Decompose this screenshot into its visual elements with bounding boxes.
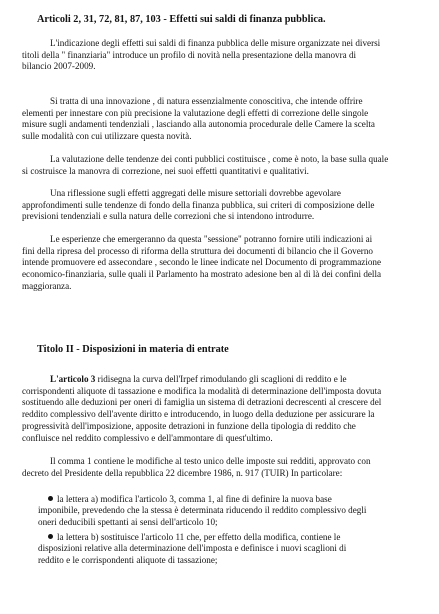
text-line: misure sugli andamenti tendenziali , lasciando alla autonomia procedurale delle Camere la scelta — [22, 119, 375, 130]
paragraph-1 — [22, 38, 427, 73]
text-line — [38, 494, 428, 505]
bullet-icon — [48, 496, 53, 501]
text-line: L'indicazione degli effetti sui saldi di finanza pubblica delle misure organizzate nei diversi — [50, 38, 381, 48]
text-line: fini della ripresa del processo di riforma della struttura dei documenti di bilancio che il Governo — [22, 245, 373, 256]
text-line: maggioranza. — [22, 280, 72, 291]
paragraph-4 — [22, 188, 427, 223]
text-line: sostituendo alle deduzioni per oneri di famiglia un sistema di detrazioni decrescenti al crescere del — [22, 397, 382, 408]
text-line: elementi per innestare con più precisione la valutazione degli effetti di correzione delle singole — [22, 107, 369, 118]
text-line: intende promuovere ed assecondare , secondo le linee indicate nel Documento di programmazione — [22, 257, 382, 268]
paragraph-5 — [22, 234, 427, 293]
text-line: si costruisce la manovra di correzione, nei suoi effetti quantitativi e qualitativi. — [22, 165, 309, 176]
bullet-icon — [48, 534, 53, 539]
paragraph-3 — [22, 154, 427, 177]
text-line: Una riflessione sugli effetti aggregati delle misure settoriali dovrebbe agevolare — [50, 188, 341, 198]
text-line: titoli della " finanziaria" introduce un profilo di novità nella presentazione della manovra di — [22, 49, 357, 60]
text-fragment: ridisegna la curva dell'Irpef rimodulando gli scaglioni di reddito e le — [95, 374, 347, 384]
paragraph-comma-1 — [22, 456, 427, 479]
section-heading-effetti-saldi: Articoli 2, 31, 72, 81, 87, 103 - Effetti sui saldi di finanza pubblica. — [37, 14, 326, 25]
text-line: Le esperienze che emergeranno da questa "sessione" potranno fornire utili indicazioni ai — [50, 234, 373, 244]
text-line — [38, 532, 428, 543]
section-heading-titolo-ii: Titolo II - Disposizioni in materia di entrate — [37, 344, 229, 355]
text-line: previsioni tendenziali e sulla natura delle correzioni che si intendono introdurre. — [22, 211, 315, 222]
text-line: Il comma 1 contiene le modifiche al testo unico delle imposte sui redditi, approvato con — [50, 456, 371, 466]
articolo-3-label: L'articolo 3 — [50, 374, 96, 384]
text-line: disposizioni relative alla determinazione dell'imposta e definisce i nuovi scaglioni di — [38, 543, 347, 554]
bullet-item-lettera-b — [38, 532, 428, 566]
text-line: economico-finanziaria, sulle quali il Parlamento ha mostrato adesione ben al di là dei confini della — [22, 269, 382, 280]
text-line: sulle modalità con cui utilizzare questa novità. — [22, 131, 192, 142]
text-line: approfondimenti sulle tendenze di fondo della finanza pubblica, sui criteri di composizione delle — [22, 199, 375, 210]
text-line: imponibile, prevedendo che la stessa è determinata riducendo il reddito complessivo degli — [38, 505, 367, 516]
text-line: decreto del Presidente della repubblica 22 dicembre 1986, n. 917 (TUIR) In particolare: — [22, 467, 343, 478]
text-line: bilancio 2007-2009. — [22, 61, 96, 72]
paragraph-2 — [22, 96, 427, 143]
text-line: confluisce nel reddito complessivo e dell'ammontare di quest'ultimo. — [22, 432, 273, 443]
text-line: oneri deducibili spettanti ai sensi dell'articolo 10; — [38, 516, 218, 527]
paragraph-articolo-3 — [22, 374, 427, 444]
text-line — [22, 374, 427, 386]
text-fragment: la lettera a) modifica l'articolo 3, comma 1, al fine di definire la nuova base — [57, 494, 332, 504]
text-fragment: la lettera b) sostituisce l'articolo 11 che, per effetto della modifica, contiene le — [57, 532, 341, 542]
text-line: progressività dell'imposizione, apposite detrazioni in funzione della tipologia di reddito che — [22, 420, 356, 431]
text-line: reddito e le corrispondenti aliquote di tassazione; — [38, 554, 218, 565]
text-line: La valutazione delle tendenze dei conti pubblici costituisce , come è noto, la base sulla quale — [50, 154, 389, 164]
text-line: reddito complessivo dell'avente diritto e introducendo, in luogo della deduzione per assicurare la — [22, 409, 375, 420]
text-line: corrispondenti aliquote di tassazione e modifica la modalità di determinazione dell'imposta dovuta — [22, 385, 382, 396]
bullet-item-lettera-a — [38, 494, 428, 528]
text-line: Si tratta di una innovazione , di natura essenzialmente conoscitiva, che intende offrire — [50, 96, 363, 106]
